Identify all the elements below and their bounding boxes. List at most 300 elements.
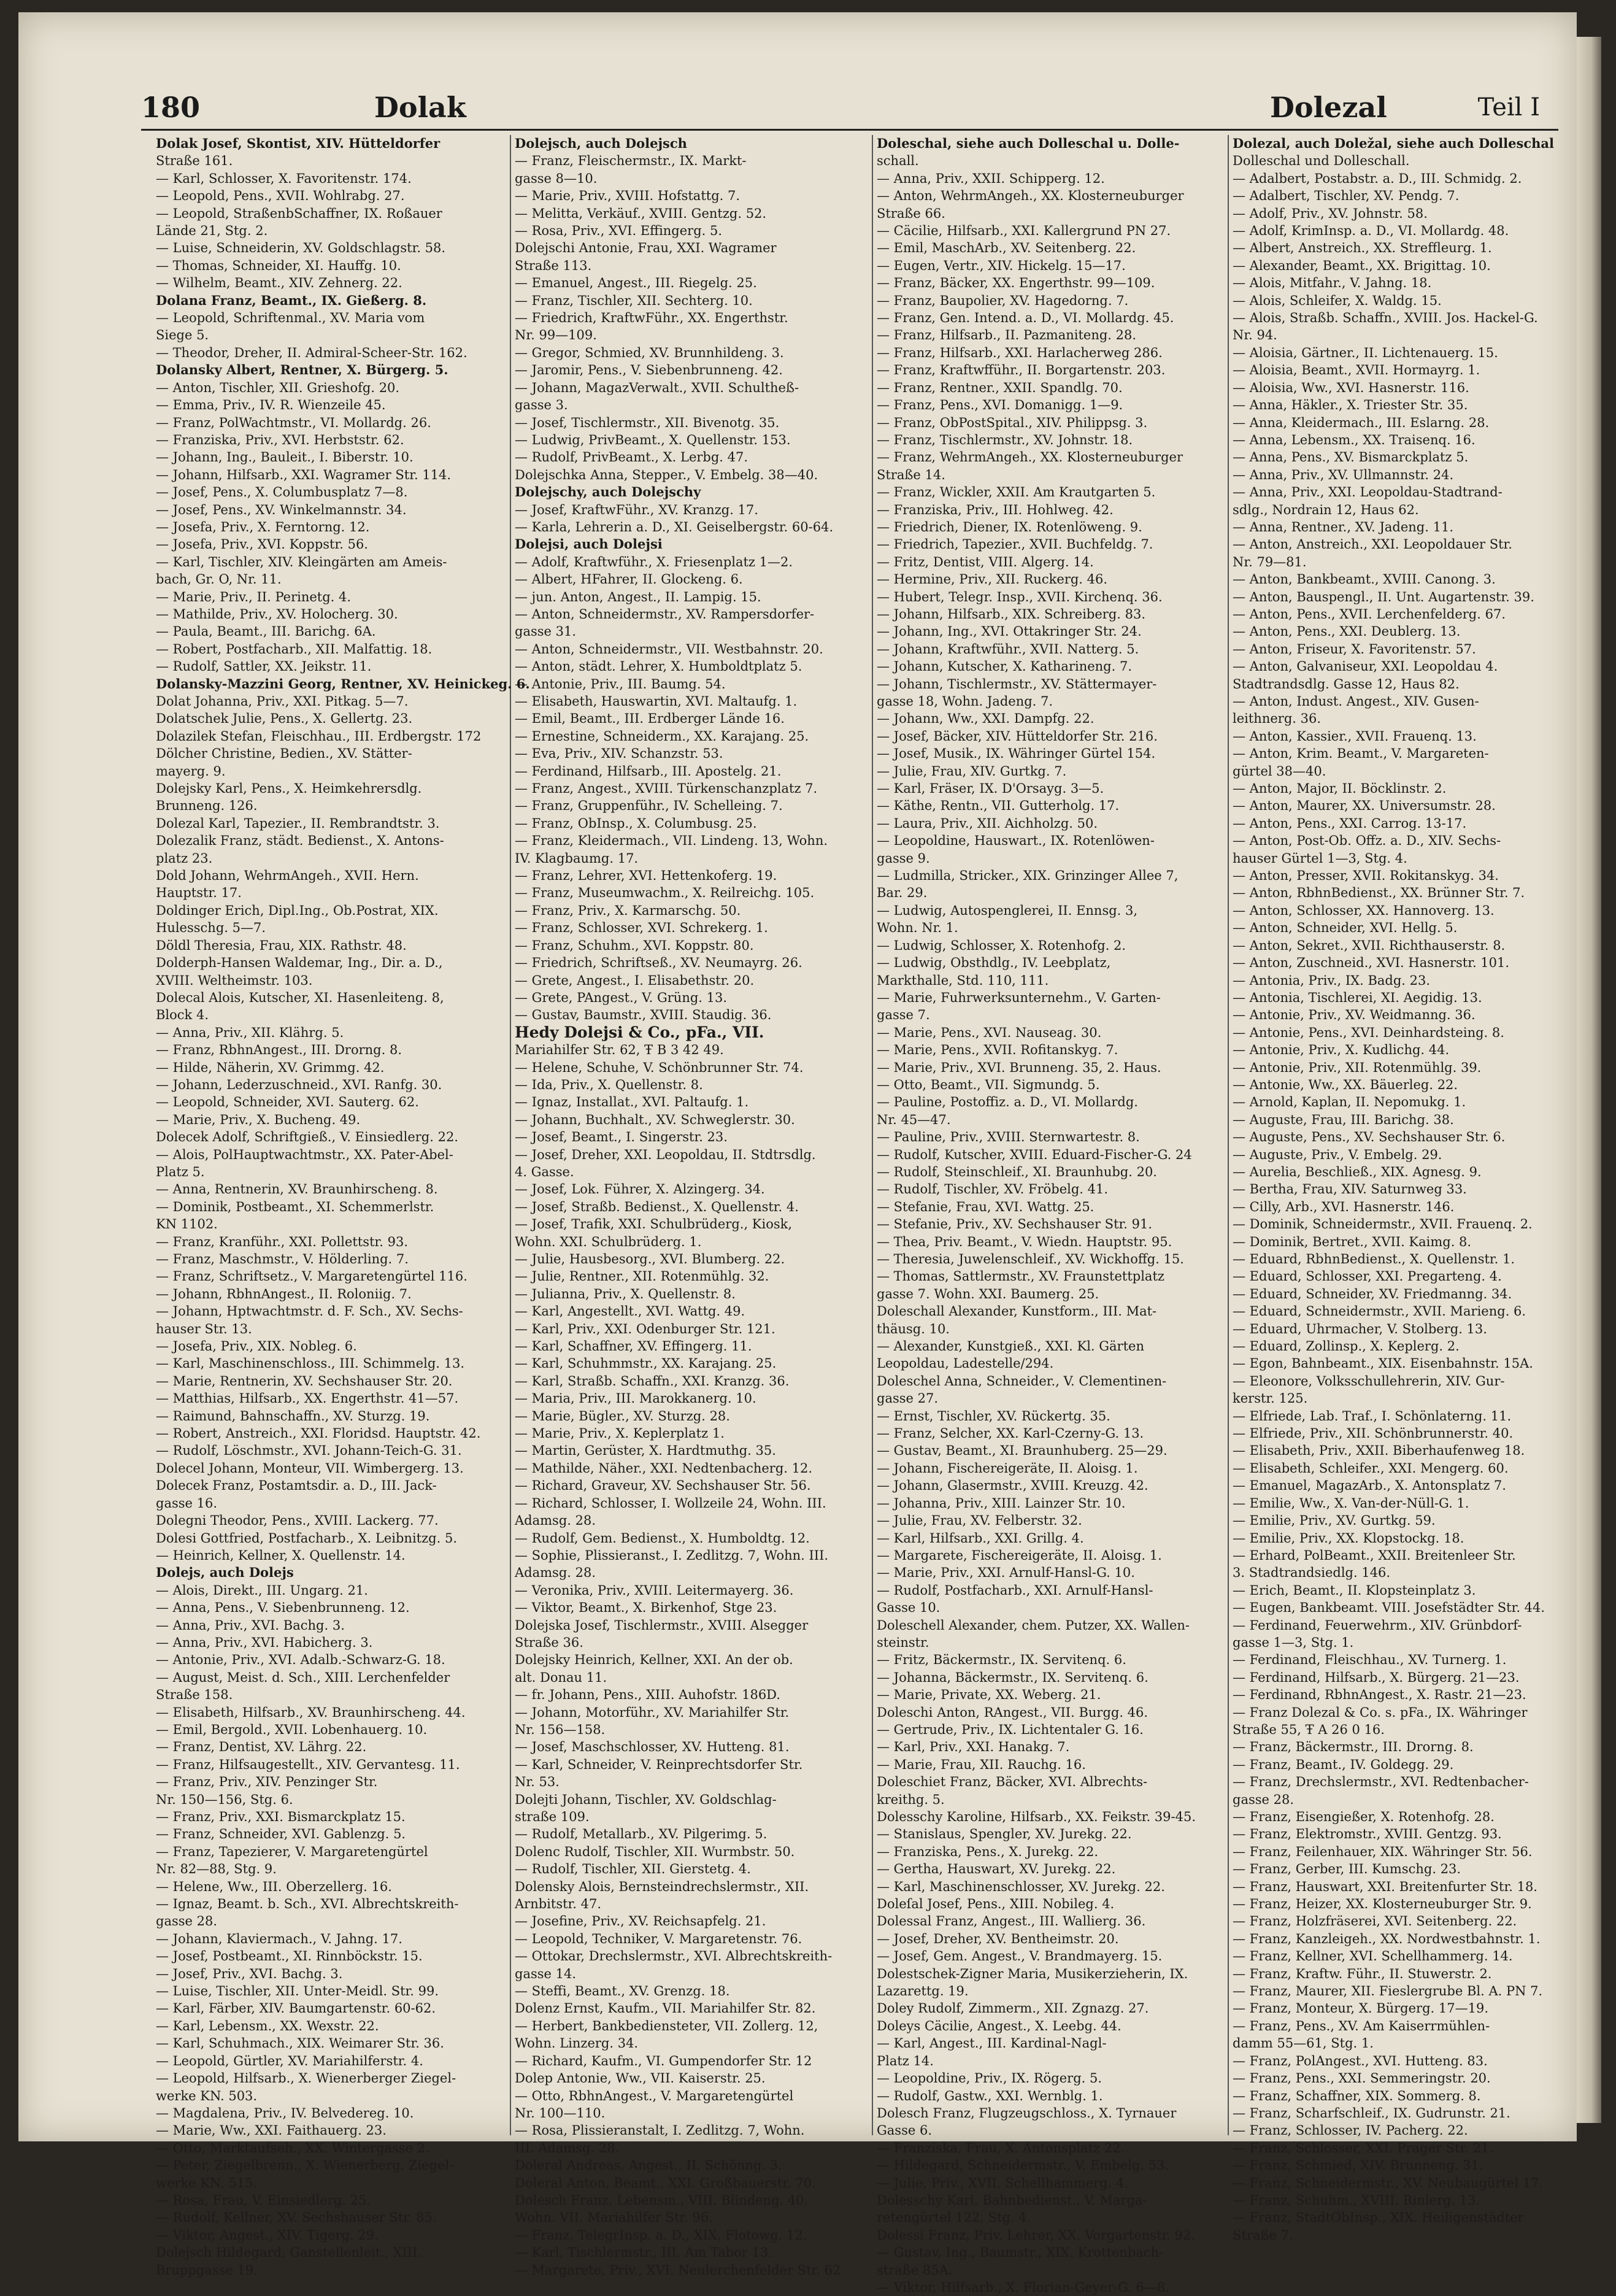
directory-entry: Nr. 82—88, Stg. 9. (156, 1862, 277, 1877)
directory-entry: Nr. 100—110. (515, 2105, 606, 2121)
directory-entry: — Robert, Anstreich., XXI. Floridsd. Hauptstr. 42. (156, 1426, 481, 1441)
directory-entry: Dolessal Franz, Angest., III. Wallierg. 36. (877, 1914, 1146, 1929)
directory-entry: — Franz, Pens., XVI. Domanigg. 1—9. (877, 398, 1123, 413)
directory-entry: Doleschiet Franz, Bäcker, XVI. Albrechts- (877, 1774, 1148, 1790)
directory-entry: — Antonia, Priv., IX. Badg. 23. (1233, 973, 1431, 988)
directory-entry: — Cilly, Arb., XVI. Hasnerstr. 146. (1233, 1199, 1455, 1214)
directory-entry: — Franziska, Pens., X. Jurekg. 22. (877, 1844, 1099, 1859)
directory-entry: — Johann, Glasermstr., XVIII. Kreuzg. 42. (877, 1478, 1149, 1493)
directory-entry: — Franz, PolAngest., XVI. Hutteng. 83. (1233, 2053, 1488, 2068)
directory-entry: — Franz, Fleischermstr., IX. Markt- (515, 153, 747, 169)
directory-entry: — Friedrich, Schriftseß., XV. Neumayrg. 26. (515, 955, 802, 971)
directory-entry: — Karl, Tischler, XIV. Kleingärten am Ameis- (156, 554, 447, 569)
directory-entry: — Mathilde, Priv., XV. Holocherg. 30. (156, 606, 398, 622)
directory-entry: — Josef, Lok. Führer, X. Alzingerg. 34. (515, 1182, 765, 1197)
directory-entry: Wohn. Linzerg. 34. (515, 2036, 639, 2051)
directory-entry: — Emil, MaschArb., XV. Seitenberg. 22. (877, 241, 1136, 256)
directory-entry: — Anna, Rentner., XV. Jadeng. 11. (1233, 519, 1453, 534)
directory-entry: — Richard, Graveur, XV. Sechshauser Str. 56. (515, 1478, 811, 1493)
running-head-left: Dolak (374, 91, 466, 124)
directory-entry: — Anna, Lebensm., XX. Traisenq. 16. (1233, 432, 1476, 447)
directory-entry: — Marie, Private, XX. Weberg. 21. (877, 1687, 1101, 1703)
directory-entry: — Anton, Bauspengl., II. Unt. Augartenstr. 39. (1233, 589, 1534, 604)
directory-entry: — Anton, städt. Lehrer, X. Humboldtplatz 5. (515, 659, 802, 674)
directory-entry: — Johann, Motorführ., XV. Mariahilfer Str. (515, 1705, 790, 1720)
directory-entry: — Franz, TelegrInsp. a. D., XIX. Flotowg. 12. (515, 2227, 807, 2243)
directory-entry: — Karl, Färber, XIV. Baumgartenstr. 60-62. (156, 2001, 436, 2016)
directory-entry: Doleschi Anton, RAngest., VII. Burgg. 46. (877, 1705, 1149, 1720)
directory-entry: — Alois, Schleifer, X. Waldg. 15. (1233, 293, 1442, 308)
directory-entry: — Franz, Kellner, XVI. Schellhammerg. 14. (1233, 1949, 1513, 1964)
directory-entry: Dolenc Rudolf, Tischler, XII. Wurmbstr. 50. (515, 1844, 795, 1859)
directory-entry: Dolessi Franz, Priv. Lehrer, XX. Vorgartenstr. 92. (877, 2227, 1195, 2243)
directory-entry: steinstr. (877, 1635, 929, 1650)
directory-entry: — Franz, ObInsp., X. Columbusg. 25. (515, 815, 757, 831)
directory-entry: — Rudolf, Sattler, XX. Jeikstr. 11. (156, 659, 372, 674)
directory-entry: — Franz, PolWachtmstr., VI. Mollardg. 26. (156, 415, 431, 430)
directory-entry: — Elfriede, Lab. Traf., I. Schönlaterng. 11. (1233, 1408, 1512, 1423)
directory-entry: Straße 14. (877, 467, 945, 482)
directory-entry: — Emil, Bergold., XVII. Lobenhauerg. 10. (156, 1722, 428, 1737)
directory-entry: — Julie, Frau, XIV. Gurtkg. 7. (877, 763, 1067, 779)
directory-entry: — Ignaz, Beamt. b. Sch., XVI. Albrechtskreith- (156, 1897, 459, 1912)
directory-entry: — Leopold, Schriftenmal., XV. Maria vom (156, 310, 425, 326)
directory-entry: — Elisabeth, Schleifer., XXI. Mengerg. 60. (1233, 1460, 1509, 1476)
directory-entry: bach, Gr. O, Nr. 11. (156, 572, 282, 587)
directory-entry: — Herbert, Bankbediensteter, VII. Zollerg. 12, (515, 2018, 818, 2033)
directory-entry: straße 109. (515, 1809, 590, 1824)
directory-entry: — Anton, Major, II. Böcklinstr. 2. (1233, 781, 1447, 796)
directory-entry: Dolesi Gottfried, Postfacharb., X. Leibnitzg. 5. (156, 1530, 457, 1546)
directory-entry: — Marie, Priv., II. Perinetg. 4. (156, 589, 352, 604)
directory-entry: Döldl Theresia, Frau, XIX. Rathstr. 48. (156, 938, 407, 953)
directory-entry: damm 55—61, Stg. 1. (1233, 2036, 1374, 2051)
directory-entry: — Franz, Drechslermstr., XVI. Redtenbacher- (1233, 1774, 1529, 1790)
directory-entry: — Josefa, Priv., XVI. Koppstr. 56. (156, 537, 368, 552)
directory-entry: — Julie, Priv., XVII. Schellhammerg. 4. (877, 2175, 1128, 2190)
directory-entry: — Adalbert, Tischler, XV. Pendg. 7. (1233, 188, 1460, 204)
directory-entry: Dolep Antonie, Ww., VII. Kaiserstr. 25. (515, 2071, 766, 2086)
directory-entry: — Rudolf, Gem. Bedienst., X. Humboldtg. 12. (515, 1530, 810, 1546)
directory-entry: — Rudolf, Gastw., XXI. Wernblg. 1. (877, 2088, 1103, 2103)
directory-entry: — Hermine, Priv., XII. Ruckerg. 46. (877, 572, 1108, 587)
directory-entry: — Albert, Anstreich., XX. Streffleurg. 1. (1233, 241, 1492, 256)
directory-entry: Dolatschek Julie, Pens., X. Gellertg. 23. (156, 711, 413, 726)
directory-entry: Leopoldau, Ladestelle/294. (877, 1356, 1054, 1371)
directory-entry: Dolestschek-Zigner Maria, Musikerzieherin, IX. (877, 1966, 1188, 1981)
directory-columns (152, 135, 1569, 2295)
directory-entry: — Franz, Schuhm., XVIII. Rinlerg. 13. (1233, 2192, 1480, 2208)
directory-entry: — Franz, Angest., XVIII. Türkenschanzplatz 7. (515, 781, 818, 796)
directory-entry: — Franziska, Priv., XVI. Herbststr. 62. (156, 432, 404, 447)
directory-entry: Dolazilek Stefan, Fleischhau., III. Erdbergstr. 172 (156, 728, 482, 744)
directory-entry: Dolak Josef, Skontist, XIV. Hütteldorfer (156, 136, 441, 151)
directory-entry: — Josef, Tischlermstr., XII. Bivenotg. 35. (515, 415, 780, 430)
directory-entry: — Richard, Schlosser, I. Wollzeile 24, Wohn. III. (515, 1495, 826, 1511)
directory-entry: — Karl, Schuhmach., XIX. Weimarer Str. 36. (156, 2036, 444, 2051)
directory-entry: — Eugen, Vertr., XIV. Hickelg. 15—17. (877, 258, 1126, 273)
directory-entry: — Veronika, Priv., XVIII. Leitermayerg. 36. (515, 1582, 794, 1598)
directory-entry: gasse 7. (877, 1007, 930, 1023)
directory-entry: Bruppgasse 19. (156, 2262, 258, 2278)
directory-entry: — Otto, Marktaufseh., XX. Wintergasse 2. (156, 2140, 429, 2155)
directory-entry: — Martin, Gerüster, X. Hardtmuthg. 35. (515, 1443, 776, 1458)
directory-entry: — Eduard, Schneider, XV. Friedmanng. 34. (1233, 1286, 1512, 1301)
directory-entry: — Grete, PAngest., V. Grüng. 13. (515, 990, 728, 1005)
directory-entry: — Franz, StadtObInsp., XIX. Heiligenstädter (1233, 2210, 1524, 2225)
directory-entry: — Anton, Anstreich., XXI. Leopoldauer Str. (1233, 537, 1512, 552)
directory-entry: — Fritz, Bäckermstr., IX. Servitenq. 6. (877, 1652, 1126, 1668)
directory-entry: kerstr. 125. (1233, 1391, 1308, 1406)
directory-entry: — Anton, WehrmAngeh., XX. Klosterneuburger (877, 188, 1184, 204)
directory-entry: — Anna, Priv., XVI. Bachg. 3. (156, 1617, 345, 1633)
directory-entry: — Alexander, Beamt., XX. Brigittag. 10. (1233, 258, 1491, 273)
directory-entry: — Viktor, Hilfsarb., X. Florian-Geyer-G. 6—8. (877, 2279, 1169, 2295)
directory-entry: — Marie, Priv., XVI. Brunneng. 35, 2. Haus. (877, 1060, 1161, 1075)
directory-entry: — Antonie, Priv., III. Baumg. 54. (515, 676, 726, 691)
directory-entry: — Ernestine, Schneiderm., XX. Karajang. 25. (515, 728, 809, 744)
directory-entry: — Franz, Kraftw. Führ., II. Stuwerstr. 2. (1233, 1966, 1492, 1981)
directory-entry: — Karl, Angest., III. Kardinal-Nagl- (877, 2036, 1107, 2051)
directory-entry: — Richard, Kaufm., VI. Gumpendorfer Str. 12 (515, 2053, 812, 2068)
directory-entry: — Gertha, Hauswart, XV. Jurekg. 22. (877, 1862, 1116, 1877)
directory-entry: Dolegni Theodor, Pens., XVIII. Lackerg. 77. (156, 1513, 439, 1528)
directory-entry: — Ludwig, Schlosser, X. Rotenhofg. 2. (877, 938, 1126, 953)
directory-entry: — Leopold, Hilfsarb., X. Wienerberger Ziegel- (156, 2071, 456, 2086)
directory-entry: Dolejti Johann, Tischler, XV. Goldschlag- (515, 1792, 777, 1807)
directory-entry: — Emil, Beamt., III. Erdberger Lände 16. (515, 711, 785, 726)
directory-entry: — Anton, Schneidermstr., XV. Rampersdorfer- (515, 606, 815, 622)
directory-entry: alt. Donau 11. (515, 1670, 607, 1685)
directory-entry: Dolesch Franz, Lebensm., VIII. Blindeng. 40, (515, 2192, 809, 2208)
directory-entry: — Josef, Priv., XVI. Bachg. 3. (156, 1966, 343, 1981)
directory-entry: — Dominik, Postbeamt., XI. Schemmerlstr. (156, 1199, 434, 1214)
directory-entry: — Franz, Hilfsarb., II. Pazmaniteng. 28. (877, 328, 1137, 343)
directory-entry: — Gertrude, Priv., IX. Lichtentaler G. 16. (877, 1722, 1144, 1737)
directory-entry: — Erhard, PolBeamt., XXII. Breitenleer Str. (1233, 1547, 1516, 1563)
directory-entry: — Paula, Beamt., III. Barichg. 6A. (156, 624, 376, 639)
directory-entry: thäusg. 10. (877, 1321, 950, 1336)
directory-entry: — Sophie, Plissieranst., I. Zedlitzg. 7, Wohn. III. (515, 1547, 829, 1563)
directory-entry: leithnerg. 36. (1233, 711, 1322, 726)
directory-entry: — Auguste, Frau, III. Barichg. 38. (1233, 1112, 1454, 1127)
directory-entry: — Josef, Maschschlosser, XV. Hutteng. 81. (515, 1739, 790, 1755)
directory-entry: — Franz, Schneider, XVI. Gablenzg. 5. (156, 1827, 406, 1842)
directory-entry: Dolejsky Karl, Pens., X. Heimkehrersdlg. (156, 781, 422, 796)
directory-entry: — Anton, Sekret., XVII. Richthauserstr. 8. (1233, 938, 1506, 953)
directory-entry: Nr. 79—81. (1233, 554, 1307, 569)
directory-entry: mayerg. 9. (156, 763, 226, 779)
directory-entry: — Johann, Buchhalt., XV. Schweglerstr. 30. (515, 1112, 795, 1127)
directory-entry: — Rosa, Frau, V. Einsiedlerg. 25. (156, 2192, 371, 2208)
directory-entry: Nr. 53. (515, 1774, 560, 1790)
directory-entry: Dolejs, auch Dolejs (156, 1565, 294, 1581)
directory-entry: — Josef, Pens., XV. Winkelmannstr. 34. (156, 502, 407, 517)
directory-entry: Dolejschy, auch Dolejschy (515, 484, 701, 500)
directory-entry: — Alois, Straßb. Schaffn., XVIII. Jos. Hackel-G. (1233, 310, 1538, 326)
directory-entry: gasse 7. Wohn. XXI. Baumerg. 25. (877, 1286, 1099, 1301)
directory-entry: — Anna, Rentnerin, XV. Braunhirscheng. 8. (156, 1182, 438, 1197)
directory-entry: gasse 9. (877, 850, 930, 866)
directory-entry: Nr. 150—156, Stg. 6. (156, 1792, 293, 1807)
directory-entry: — Ignaz, Installat., XVI. Paltaufg. 1. (515, 1095, 749, 1110)
directory-entry: — Leopold, Pens., XVII. Wohlrabg. 27. (156, 188, 405, 204)
directory-entry: gürtel 38—40. (1233, 763, 1326, 779)
directory-entry: — Johann, Kutscher, X. Katharineng. 7. (877, 659, 1133, 674)
directory-entry: — Ferdinand, Hilfsarb., X. Bürgerg. 21—23. (1233, 1670, 1520, 1685)
directory-entry: — Gustav, Beamt., XI. Braunhuberg. 25—29. (877, 1443, 1168, 1458)
directory-entry: schall. (877, 153, 919, 169)
directory-entry: — Anna, Priv., XXII. Schipperg. 12. (877, 171, 1105, 186)
directory-entry: — Ludwig, Autospenglerei, II. Ennsg. 3, (877, 903, 1138, 918)
directory-entry: Stadtrandsdlg. Gasse 12, Haus 82. (1233, 676, 1460, 691)
directory-entry: Dolat Johanna, Priv., XXI. Pitkag. 5—7. (156, 694, 409, 709)
directory-entry: — Franz, Lehrer, XVI. Hettenkoferg. 19. (515, 868, 777, 884)
directory-entry: — Antonie, Priv., X. Kudlichg. 44. (1233, 1042, 1450, 1058)
directory-entry: — Eduard, Schlosser, XXI. Pregarteng. 4. (1233, 1269, 1502, 1284)
directory-entry: Doleys Cäcilie, Angest., X. Leebg. 44. (877, 2018, 1122, 2033)
directory-entry: straße 85A. (877, 2262, 953, 2278)
directory-entry: — Fritz, Dentist, VIII. Algerg. 14. (877, 554, 1094, 569)
directory-entry: Straße 66. (877, 206, 945, 221)
directory-entry: — Johann, Ing., Bauleit., I. Biberstr. 10. (156, 450, 414, 465)
directory-entry: Doleschal, siehe auch Dolleschal u. Dolle- (877, 136, 1180, 151)
directory-entry: — Franz, Priv., XXI. Bismarckplatz 15. (156, 1809, 406, 1824)
directory-entry: Doldinger Erich, Dipl.Ing., Ob.Postrat, XIX. (156, 903, 439, 918)
directory-entry: — Marie, Ww., XXI. Faithauerg. 23. (156, 2123, 387, 2138)
directory-entry: — Ida, Priv., X. Quellenstr. 8. (515, 1077, 703, 1092)
directory-entry: Dolana Franz, Beamt., IX. Gießerg. 8. (156, 292, 427, 308)
directory-entry: — Johann, Ww., XXI. Dampfg. 22. (877, 711, 1095, 726)
directory-entry: — Anton, Pens., XVII. Lerchenfelderg. 67. (1233, 606, 1506, 622)
directory-entry: — Anton, Pens., XXI. Deublerg. 13. (1233, 624, 1461, 639)
directory-column-2 (511, 135, 873, 2278)
directory-entry: — August, Meist. d. Sch., XIII. Lerchenfelder (156, 1670, 450, 1685)
directory-entry: — Johann, Ing., XVI. Ottakringer Str. 24. (877, 624, 1142, 639)
directory-entry: — Stanislaus, Spengler, XV. Jurekg. 22. (877, 1827, 1132, 1842)
directory-entry: — Anton, Krim. Beamt., V. Margareten- (1233, 746, 1489, 761)
directory-entry: — Hilde, Näherin, XV. Grimmg. 42. (156, 1060, 385, 1075)
directory-entry: werke KN. 503. (156, 2088, 258, 2103)
directory-entry: Dolleschal und Dolleschall. (1233, 153, 1410, 169)
directory-entry: Nr. 156—158. (515, 1722, 606, 1737)
directory-entry: — Franz, Gruppenführ., IV. Schelleing. 7. (515, 798, 783, 814)
directory-entry: Dolejschka Anna, Stepper., V. Embelg. 38—40. (515, 467, 818, 482)
directory-entry: Dolansky-Mazzini Georg, Rentner, XV. Heinickeg. 6. (156, 676, 530, 691)
directory-entry: — Thomas, Sattlermstr., XV. Fraunstettplatz (877, 1269, 1164, 1284)
directory-entry: — Marie, Pens., XVII. Rofitanskyg. 7. (877, 1042, 1118, 1058)
directory-entry: — Rudolf, Postfacharb., XXI. Arnulf-Hansl- (877, 1582, 1153, 1598)
directory-entry: — Leopoldine, Priv., IX. Rögerg. 5. (877, 2071, 1102, 2086)
directory-entry: IV. Klagbaumg. 17. (515, 850, 639, 866)
directory-entry: — Karl, Maschinenschlosser, XV. Jurekg. 22. (877, 1879, 1165, 1894)
directory-entry: — Franz, ObPostSpital., XIV. Philippsg. 3. (877, 415, 1148, 430)
directory-entry: — Grete, Angest., I. Elisabethstr. 20. (515, 973, 755, 988)
directory-entry: Gasse 6. (877, 2123, 932, 2138)
directory-entry: — Ottokar, Drechslermstr., XVI. Albrechtskreith- (515, 1949, 833, 1964)
directory-entry: — Antonie, Priv., XII. Rotenmühlg. 39. (1233, 1060, 1482, 1075)
directory-entry: Dolesschy Karoline, Hilfsarb., XX. Feikstr. 39-45. (877, 1809, 1196, 1824)
directory-entry: Lände 21, Stg. 2. (156, 223, 268, 239)
directory-entry: — Gustav, Ing., Baumstr., XIX. Krottenbach- (877, 2245, 1164, 2260)
directory-entry: — Franz, Maurer, XII. Fieslergrube Bl. A. PN 7. (1233, 1984, 1543, 1999)
directory-entry: Brunneng. 126. (156, 798, 258, 814)
directory-entry: — Raimund, Bahnschaffn., XV. Sturzg. 19. (156, 1408, 430, 1423)
directory-entry: — Marie, Frau, XII. Rauchg. 16. (877, 1757, 1086, 1772)
directory-entry: — Eduard, RbhnBedienst., X. Quellenstr. 1. (1233, 1252, 1515, 1266)
directory-entry: — Leopold, StraßenbSchaffner, IX. Roßauer (156, 206, 442, 221)
directory-entry: sdlg., Nordrain 12, Haus 62. (1233, 502, 1419, 517)
directory-entry: — Friedrich, KraftwFühr., XX. Engerthstr. (515, 310, 788, 326)
directory-entry: — Pauline, Priv., XVIII. Sternwartestr. 8. (877, 1130, 1140, 1145)
directory-entry: — Eugen, Bankbeamt. VIII. Josefstädter Str. 44. (1233, 1600, 1545, 1616)
directory-entry: — Thea, Priv. Beamt., V. Wiedn. Hauptstr. 95. (877, 1234, 1172, 1249)
directory-entry: — Bertha, Frau, XIV. Saturnweg 33. (1233, 1182, 1467, 1197)
directory-entry: Dolecel Johann, Monteur, VII. Wimbergerg. 13. (156, 1460, 464, 1476)
directory-entry: — Ferdinand, Feuerwehrm., XIV. Grünbdorf- (1233, 1617, 1522, 1633)
directory-entry: — Albert, HFahrer, II. Glockeng. 6. (515, 572, 743, 587)
directory-entry: — Franz, Hilfsarb., XXI. Harlacherweg 286. (877, 345, 1163, 360)
directory-entry: — Karl, Fräser, IX. D'Orsayg. 3—5. (877, 781, 1104, 796)
directory-entry: — Marie, Priv., XVIII. Hofstattg. 7. (515, 188, 741, 204)
directory-entry: Doley Rudolf, Zimmerm., XII. Zgnazg. 27. (877, 2001, 1149, 2016)
directory-entry: — Anton, Schneider, XVI. Hellg. 5. (1233, 920, 1458, 936)
directory-entry: platz 23. (156, 850, 213, 866)
directory-entry: werke KN. 515. (156, 2175, 258, 2190)
directory-entry: — Julie, Frau, XV. Felberstr. 32. (877, 1513, 1082, 1528)
directory-entry: — Friedrich, Diener, IX. Rotenlöweng. 9. (877, 519, 1142, 534)
directory-entry: — Josefa, Priv., XIX. Nobleg. 6. (156, 1339, 357, 1354)
directory-entry: — Otto, RbhnAngest., V. Margaretengürtel (515, 2088, 794, 2103)
directory-entry: — Johann, Hilfsarb., XXI. Wagramer Str. 114. (156, 467, 452, 482)
page-number: 180 (141, 91, 201, 124)
directory-entry: — Theodor, Dreher, II. Admiral-Scheer-Str. 162. (156, 345, 467, 360)
directory-entry: — fr. Johann, Pens., XIII. Auhofstr. 186D. (515, 1687, 780, 1703)
directory-entry: KN 1102. (156, 1217, 218, 1232)
directory-entry: — Hubert, Telegr. Insp., XVII. Kirchenq. 36. (877, 589, 1163, 604)
directory-entry: — Leopoldine, Hauswart., IX. Rotenlöwen- (877, 833, 1155, 849)
directory-entry: — Helene, Schuhe, V. Schönbrunner Str. 74. (515, 1060, 804, 1075)
directory-entry: — Antonia, Tischlerei, XI. Aegidig. 13. (1233, 990, 1482, 1005)
directory-entry: gasse 27. (877, 1391, 939, 1406)
directory-entry: — Anna, Pens., XV. Bismarckplatz 5. (1233, 450, 1469, 465)
directory-entry: hauser Gürtel 1—3, Stg. 4. (1233, 850, 1407, 866)
directory-page (18, 12, 1577, 2295)
directory-entry: — Dominik, Bertret., XVII. Kaimg. 8. (1233, 1234, 1472, 1249)
directory-entry: — Karl, Hilfsarb., XXI. Grillg. 4. (877, 1530, 1084, 1546)
directory-column-1 (152, 135, 530, 2278)
directory-entry: — Aloisia, Ww., XVI. Hasnerstr. 116. (1233, 380, 1469, 395)
directory-entry: — Franz, Kanzleigeh., XX. Nordwestbahnstr. 1. (1233, 1931, 1541, 1946)
directory-entry: — Melitta, Verkäuf., XVIII. Gentzg. 52. (515, 206, 767, 221)
directory-entry: — Margarete, Fischereigeräte, II. Aloisg. 1. (877, 1547, 1162, 1563)
directory-entry: — Arnold, Kaplan, II. Nepomukg. 1. (1233, 1095, 1466, 1110)
directory-entry: — Stefanie, Frau, XVI. Wattg. 25. (877, 1199, 1095, 1214)
directory-entry: gasse 28. (1233, 1792, 1295, 1807)
directory-entry: Nr. 94. (1233, 328, 1277, 343)
directory-entry: Dolejsi, auch Dolejsi (515, 536, 663, 552)
directory-entry: — Anton, Pens., XXI. Carrog. 13-17. (1233, 815, 1467, 831)
directory-entry: — Josef, Pens., X. Columbusplatz 7—8. (156, 485, 408, 500)
directory-entry: III. Adamsg. 28. (515, 2140, 620, 2155)
directory-entry: — Franz, Pens., XV. Am Kaiserrmühlen- (1233, 2018, 1490, 2033)
directory-entry: — Maria, Priv., III. Marokkanerg. 10. (515, 1391, 756, 1406)
directory-entry: — Franz, Schmied, XIV. Brunneng. 31. (1233, 2158, 1483, 2173)
directory-entry: — Franz, Hilfsaugestellt., XIV. Gervantesg. 11. (156, 1757, 460, 1772)
directory-entry: Dolezalik Franz, städt. Bedienst., X. Antons- (156, 833, 444, 849)
directory-entry: Straße 158. (156, 1687, 233, 1703)
directory-entry: — Anton, Galvaniseur, XXI. Leopoldau 4. (1233, 659, 1498, 674)
directory-entry: — Gregor, Schmied, XV. Brunnhildeng. 3. (515, 345, 784, 360)
directory-entry: — Peter, Ziegelbrenn., X. Wienerberg. Ziegel- (156, 2158, 454, 2173)
directory-entry: — Franz Dolezal & Co. s. pFa., IX. Währinger (1233, 1705, 1528, 1720)
directory-entry: — Franz, Tischlermstr., XV. Johnstr. 18. (877, 432, 1133, 447)
directory-entry: — Franz, Selcher, XX. Karl-Czerny-G. 13. (877, 1426, 1144, 1441)
directory-entry: — Emilie, Ww., X. Van-der-Nüll-G. 1. (1233, 1495, 1469, 1511)
directory-entry: — Josef, Trafik, XXI. Schulbrüderg., Kiosk, (515, 1217, 793, 1232)
directory-entry: — Rudolf, Tischler, XII. Gierstetg. 4. (515, 1862, 751, 1877)
directory-entry: — Franz, Kraftwfführ., II. Borgartenstr. 203. (877, 363, 1166, 378)
directory-entry: — Theresia, Juwelenschleif., XV. Wickhoffg. 15. (877, 1252, 1184, 1266)
directory-entry: — Franz, Rentner., XXII. Spandlg. 70. (877, 380, 1123, 395)
directory-entry: — Adolf, Priv., XV. Johnstr. 58. (1233, 206, 1428, 221)
directory-entry: — Rosa, Priv., XVI. Effingerg. 5. (515, 223, 723, 239)
directory-entry: — Franz, Beamt., IV. Goldegg. 29. (1233, 1757, 1454, 1772)
directory-entry: — Anna, Priv., XXI. Leopoldau-Stadtrand- (1233, 485, 1502, 500)
directory-entry: — Johann, Fischereigeräte, II. Aloisg. 1. (877, 1460, 1138, 1476)
directory-entry: — Josef, Postbeamt., XI. Rinnböckstr. 15. (156, 1949, 423, 1964)
directory-entry: — Franz, Schuhm., XVI. Koppstr. 80. (515, 938, 754, 953)
directory-entry: — Leopold, Techniker, V. Margaretenstr. 76. (515, 1931, 802, 1946)
directory-entry: Dolesschy Karl, Bahnbedienst., V. Marga- (877, 2192, 1147, 2208)
directory-entry: Doleschell Alexander, chem. Putzer, XX. Wallen- (877, 1617, 1190, 1633)
directory-entry: Straße 113. (515, 258, 592, 273)
directory-entry: Dolensky Alois, Bernsteindrechslermstr., XII. (515, 1879, 809, 1894)
directory-entry: Dolansky Albert, Rentner, X. Bürgerg. 5. (156, 362, 448, 378)
directory-entry: gasse 3. (515, 398, 568, 413)
directory-entry: — Julie, Hausbesorg., XVI. Blumberg. 22. (515, 1252, 785, 1266)
directory-entry: — Aloisia, Gärtner., II. Lichtenauerg. 15. (1233, 345, 1498, 360)
directory-entry: — Franz, Holzfräserei, XVI. Seitenberg. 22. (1233, 1914, 1517, 1929)
directory-entry: — Franz, Museumwachm., X. Reilreichg. 105. (515, 885, 815, 901)
directory-entry: — Eva, Priv., XIV. Schanzstr. 53. (515, 746, 723, 761)
directory-entry: — Magdalena, Priv., IV. Belvedereg. 10. (156, 2105, 414, 2121)
directory-entry: — Josefine, Priv., XV. Reichsapfelg. 21. (515, 1914, 766, 1929)
directory-entry: — Rudolf, Kutscher, XVIII. Eduard-Fischer-G. 24 (877, 1147, 1192, 1162)
directory-entry: Nr. 45—47. (877, 1112, 951, 1127)
directory-entry: — Ferdinand, Hilfsarb., III. Apostelg. 21. (515, 763, 782, 779)
directory-entry: Dolezal, auch Doležal, siehe auch Dolleschal (1233, 136, 1554, 151)
directory-entry: — Anton, Bankbeamt., XVIII. Canong. 3. (1233, 572, 1496, 587)
directory-entry: gasse 16. (156, 1495, 218, 1511)
directory-entry: — Emanuel, Angest., III. Riegelg. 25. (515, 275, 757, 291)
directory-entry: — Emanuel, MagazArb., X. Antonsplatz 7. (1233, 1478, 1506, 1493)
directory-entry: — Franz, Priv., XIV. Penzinger Str. (156, 1774, 378, 1790)
directory-entry: XVIII. Weltheimstr. 103. (156, 973, 313, 988)
directory-entry: — Anton, Maurer, XX. Universumstr. 28. (1233, 798, 1496, 814)
directory-entry: — Käthe, Rentn., VII. Gutterholg. 17. (877, 798, 1120, 814)
directory-entry: — Otto, Beamt., VII. Sigmundg. 5. (877, 1077, 1100, 1092)
directory-entry: — Leopold, Gürtler, XV. Mariahilferstr. 4. (156, 2053, 423, 2068)
directory-entry: — Franz, Schlosser, XVI. Schrekerg. 1. (515, 920, 768, 936)
directory-entry: — Dominik, Schneidermstr., XVII. Frauenq. 2. (1233, 1217, 1533, 1232)
directory-entry: — Josef, KraftwFühr., XV. Kranzg. 17. (515, 502, 758, 517)
directory-entry: — Franz, Monteur, X. Bürgerg. 17—19. (1233, 2001, 1489, 2016)
directory-entry: — Auguste, Priv., V. Embelg. 29. (1233, 1147, 1442, 1162)
directory-entry: Wohn. XXI. Schulbrüderg. 1. (515, 1234, 702, 1249)
directory-entry: — Anton, Schneidermstr., VII. Westbahnstr. 20. (515, 641, 823, 657)
directory-entry: — Rudolf, Tischler, XV. Fröbelg. 41. (877, 1182, 1109, 1197)
